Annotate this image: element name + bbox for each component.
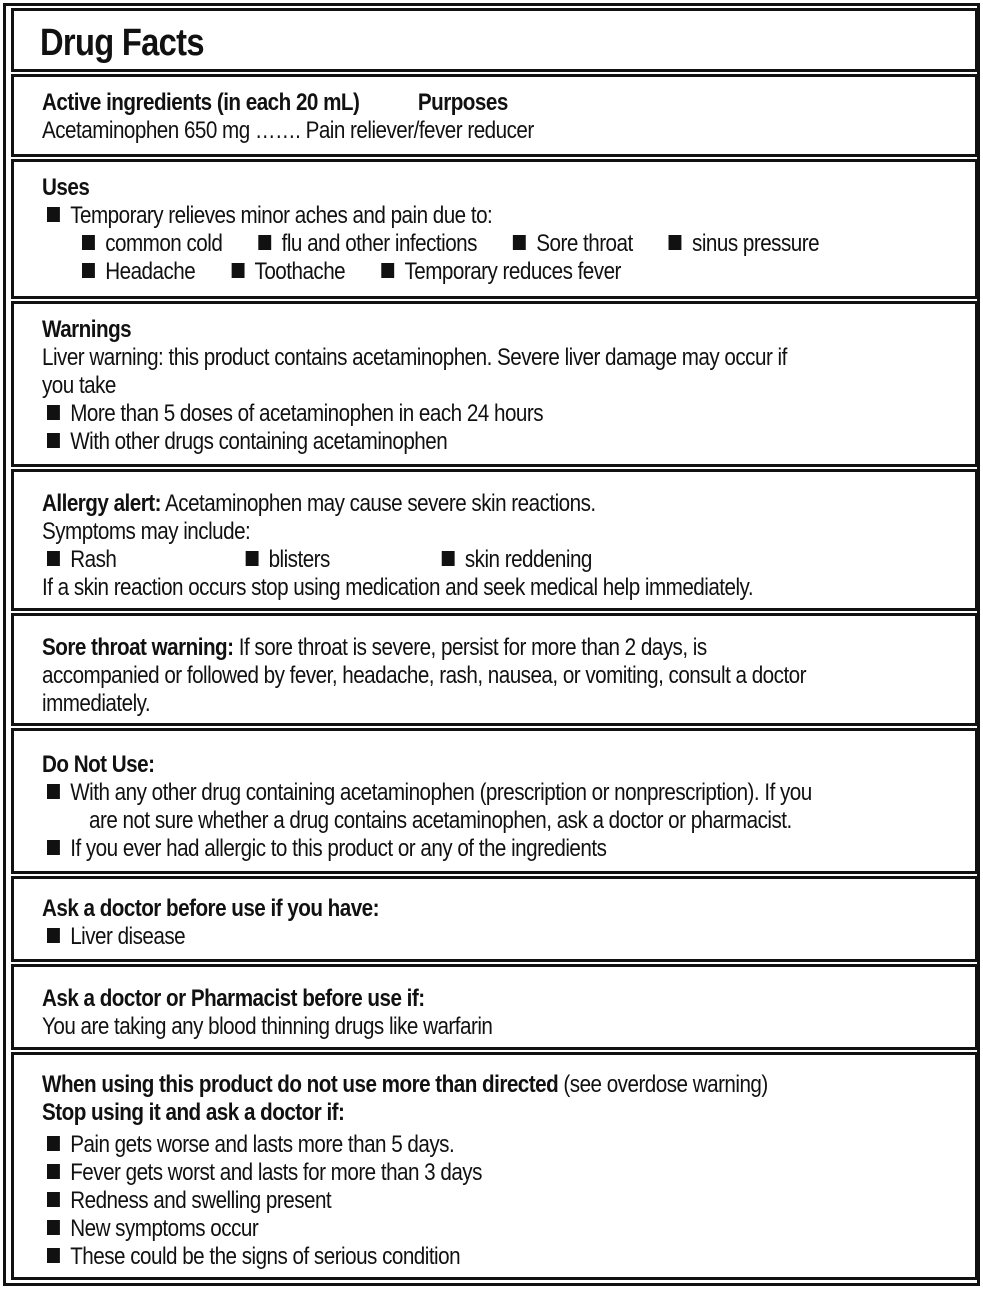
use-item: Toothache bbox=[254, 258, 346, 285]
sore-throat-section bbox=[11, 613, 978, 726]
bullet-icon bbox=[442, 551, 455, 566]
bullet-icon bbox=[669, 235, 682, 250]
bullet-icon bbox=[47, 1192, 60, 1207]
do-not-use-heading: Do Not Use: bbox=[42, 751, 155, 778]
allergy-symptoms-row bbox=[47, 546, 592, 574]
bullet-icon bbox=[47, 405, 60, 420]
list-item: If you ever had allergic to this product or any of the ingredients bbox=[47, 835, 606, 863]
sore-throat-line-2: accompanied or followed by fever, headache, rash, nausea, or vomiting, consult a doctor bbox=[42, 662, 806, 689]
uses-heading: Uses bbox=[42, 174, 90, 201]
bullet-icon bbox=[47, 784, 60, 799]
list-item: Fever gets worst and lasts for more than 3 days bbox=[47, 1159, 482, 1187]
bullet-icon bbox=[513, 235, 526, 250]
bullet-icon bbox=[47, 1248, 60, 1263]
symptom-item: skin reddening bbox=[464, 546, 592, 573]
list-item: Liver disease bbox=[47, 923, 185, 951]
uses-section bbox=[11, 159, 978, 299]
bullet-icon bbox=[82, 263, 95, 278]
drug-facts-panel bbox=[3, 3, 980, 1286]
list-item: With other drugs containing acetaminophen bbox=[47, 428, 447, 456]
allergy-line-4: If a skin reaction occurs stop using medication and seek medical help immediately. bbox=[42, 574, 754, 601]
ask-pharmacist-section bbox=[11, 964, 978, 1050]
allergy-line-2: Symptoms may include: bbox=[42, 518, 251, 545]
use-item: flu and other infections bbox=[281, 230, 477, 257]
ask-pharmacist-heading: Ask a doctor or Pharmacist before use if: bbox=[42, 985, 425, 1012]
sore-throat-line-3: immediately. bbox=[42, 690, 151, 717]
list-item: New symptoms occur bbox=[47, 1215, 258, 1243]
bullet-icon bbox=[47, 928, 60, 943]
do-not-use-section bbox=[11, 728, 978, 874]
bullet-icon bbox=[47, 207, 60, 222]
when-using-section bbox=[11, 1052, 978, 1280]
page-title: Drug Facts bbox=[40, 22, 204, 64]
ask-doctor-heading: Ask a doctor before use if you have: bbox=[42, 895, 379, 922]
bullet-icon bbox=[47, 1164, 60, 1179]
bullet-icon bbox=[82, 235, 95, 250]
use-item: Temporary reduces fever bbox=[404, 258, 621, 285]
sore-throat-label: Sore throat warning: bbox=[42, 634, 234, 661]
bullet-icon bbox=[47, 1220, 60, 1235]
title-section bbox=[11, 8, 978, 72]
bullet-icon bbox=[245, 551, 258, 566]
allergy-alert-section bbox=[11, 469, 978, 611]
active-heading-row bbox=[42, 89, 508, 117]
uses-row-2 bbox=[82, 258, 621, 286]
warnings-heading: Warnings bbox=[42, 316, 132, 343]
bullet-icon bbox=[47, 551, 60, 566]
bullet-icon bbox=[258, 235, 271, 250]
bullet-icon bbox=[47, 433, 60, 448]
uses-row-1 bbox=[82, 230, 819, 258]
sore-throat-line-1: Sore throat warning: If sore throat is severe, persist for more than 2 days, is bbox=[42, 634, 707, 661]
allergy-alert-label: Allergy alert: bbox=[42, 490, 161, 517]
use-item: sinus pressure bbox=[692, 230, 820, 257]
bullet-icon bbox=[231, 263, 244, 278]
use-item: common cold bbox=[105, 230, 223, 257]
list-item: More than 5 doses of acetaminophen in each 24 hours bbox=[47, 400, 543, 428]
symptom-item: Rash bbox=[70, 546, 117, 573]
ask-doctor-section bbox=[11, 876, 978, 962]
list-item: These could be the signs of serious condition bbox=[47, 1243, 460, 1271]
when-using-heading: When using this product do not use more than directed bbox=[42, 1071, 559, 1098]
symptom-item: blisters bbox=[268, 546, 330, 573]
active-ingredients-heading: Active ingredients (in each 20 mL) bbox=[42, 89, 360, 116]
list-item: Temporary relieves minor aches and pain due to: bbox=[47, 202, 492, 230]
list-item: Pain gets worse and lasts more than 5 days. bbox=[47, 1131, 454, 1159]
liver-warning-line-1: Liver warning: this product contains acetaminophen. Severe liver damage may occur if bbox=[42, 344, 787, 371]
bullet-icon bbox=[381, 263, 394, 278]
when-using-line: When using this product do not use more than directed (see overdose warning) bbox=[42, 1071, 768, 1098]
purposes-heading: Purposes bbox=[417, 89, 508, 116]
list-item-continuation: are not sure whether a drug contains acetaminophen, ask a doctor or pharmacist. bbox=[89, 807, 792, 834]
bullet-icon bbox=[47, 1136, 60, 1151]
active-ingredients-section bbox=[11, 74, 978, 157]
active-ingredient-line: Acetaminophen 650 mg ……. Pain reliever/fever reducer bbox=[42, 117, 534, 144]
liver-warning-line-2: you take bbox=[42, 372, 116, 399]
ask-pharmacist-line: You are taking any blood thinning drugs like warfarin bbox=[42, 1013, 493, 1040]
bullet-icon bbox=[47, 840, 60, 855]
list-item: Redness and swelling present bbox=[47, 1187, 331, 1215]
use-item: Headache bbox=[105, 258, 196, 285]
allergy-line-1: Allergy alert: Acetaminophen may cause severe skin reactions. bbox=[42, 490, 596, 517]
warnings-section bbox=[11, 301, 978, 467]
list-item: With any other drug containing acetaminophen (prescription or nonprescription). If you bbox=[47, 779, 812, 807]
use-item: Sore throat bbox=[536, 230, 633, 257]
stop-using-heading: Stop using it and ask a doctor if: bbox=[42, 1099, 345, 1126]
